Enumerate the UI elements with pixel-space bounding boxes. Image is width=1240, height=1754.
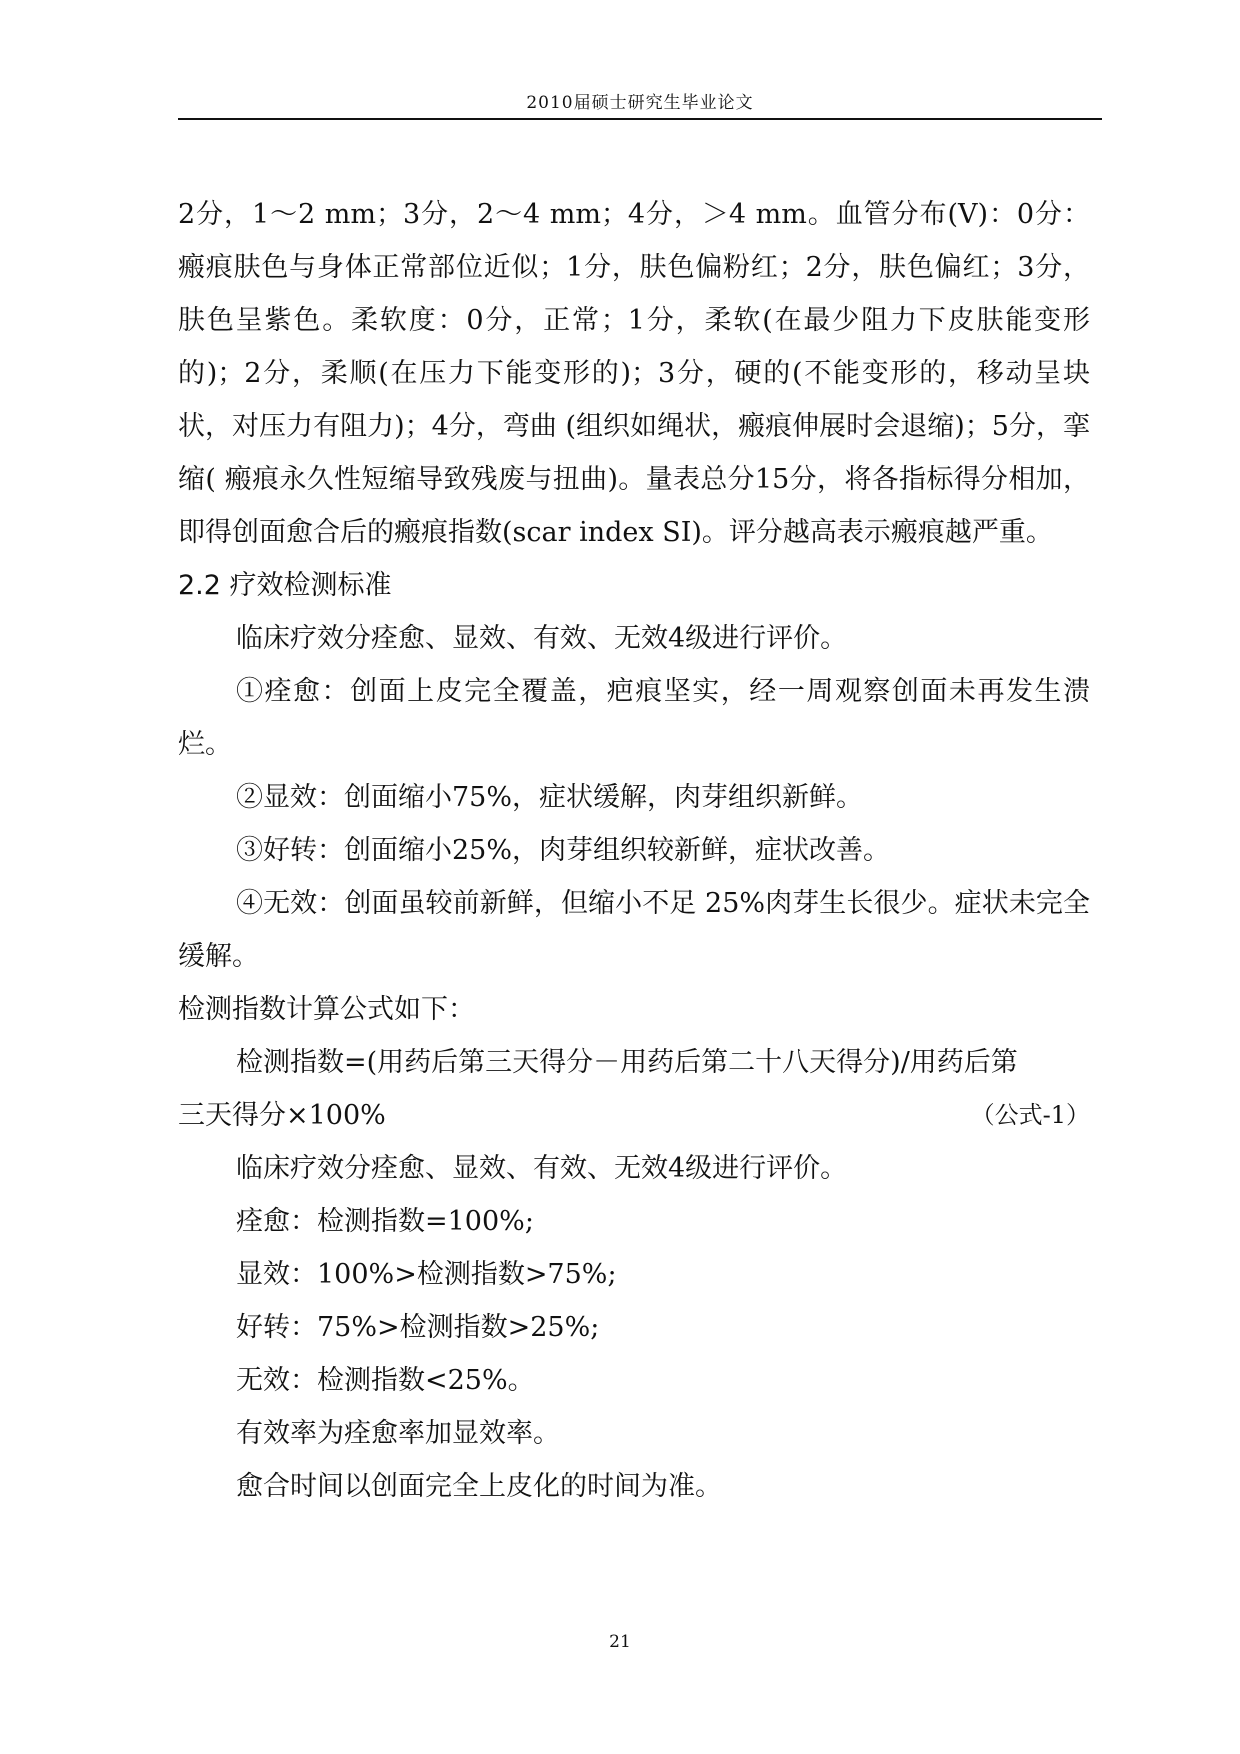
rule-ineffective: 无效：检测指数<25%。 [236, 1365, 535, 1396]
criterion-improved: ③好转：创面缩小25%，肉芽组织较新鲜，症状改善。 [236, 835, 891, 866]
paragraph-grading-intro: 临床疗效分痊愈、显效、有效、无效4级进行评价。 [236, 623, 848, 654]
header-rule [178, 118, 1102, 120]
scar-scale-paragraph: 2分，1～2 mm；3分，2～4 mm；4分，＞4 mm。血管分布(V)：0分：瘢痕肤色与身体正常部位近似；1分，肤色偏粉红；2分，肤色偏红；3分，肤色呈紫色。柔软度：0分，正常；1分，柔软(在最少阻力下皮肤能变形的)；2分，柔顺(在压力下能变形的)；3分，硬的(不能变形的，移动呈块状，对压力有阻力)；4分，弯曲 (组织如绳状，瘢痕伸展时会退缩)；5分，挛缩( 瘢痕永久性短缩导致残废与扭曲)。量表总分15分，将各指标得分相加，即得创面愈合后的瘢痕指数(scar index SI)。评分越高表示瘢痕越严重。 [178, 199, 1090, 548]
running-header: 2010届硕士研究生毕业论文 [526, 93, 754, 113]
criterion-cured: ①痊愈：创面上皮完全覆盖，疤痕坚实，经一周观察创面未再发生溃烂。 [178, 676, 1090, 760]
formula-line-1: 检测指数=(用药后第三天得分－用药后第二十八天得分)/用药后第 [236, 1047, 1018, 1078]
criterion-marked: ②显效：创面缩小75%，症状缓解，肉芽组织新鲜。 [236, 782, 864, 813]
body-text [178, 188, 1090, 1513]
formula-number: （公式-1） [970, 1101, 1090, 1129]
rule-marked: 显效：100%>检测指数>75%; [236, 1259, 617, 1290]
healing-time-definition: 愈合时间以创面完全上皮化的时间为准。 [236, 1471, 722, 1502]
section-heading-2-2: 2.2 疗效检测标准 [178, 570, 392, 601]
formula-heading: 检测指数计算公式如下： [178, 994, 475, 1025]
rule-improved: 好转：75%>检测指数>25%; [236, 1312, 600, 1343]
rule-cured: 痊愈：检测指数=100%; [236, 1206, 534, 1237]
effective-rate-definition: 有效率为痊愈率加显效率。 [236, 1418, 560, 1449]
formula-line-2 [178, 1089, 1090, 1142]
page-number: 21 [609, 1632, 631, 1652]
criterion-ineffective: ④无效：创面虽较前新鲜，但缩小不足 25%肉芽生长很少。症状未完全缓解。 [178, 888, 1090, 972]
formula-tail: 三天得分×100% [178, 1100, 386, 1131]
paragraph-grading-repeat: 临床疗效分痊愈、显效、有效、无效4级进行评价。 [236, 1153, 848, 1184]
